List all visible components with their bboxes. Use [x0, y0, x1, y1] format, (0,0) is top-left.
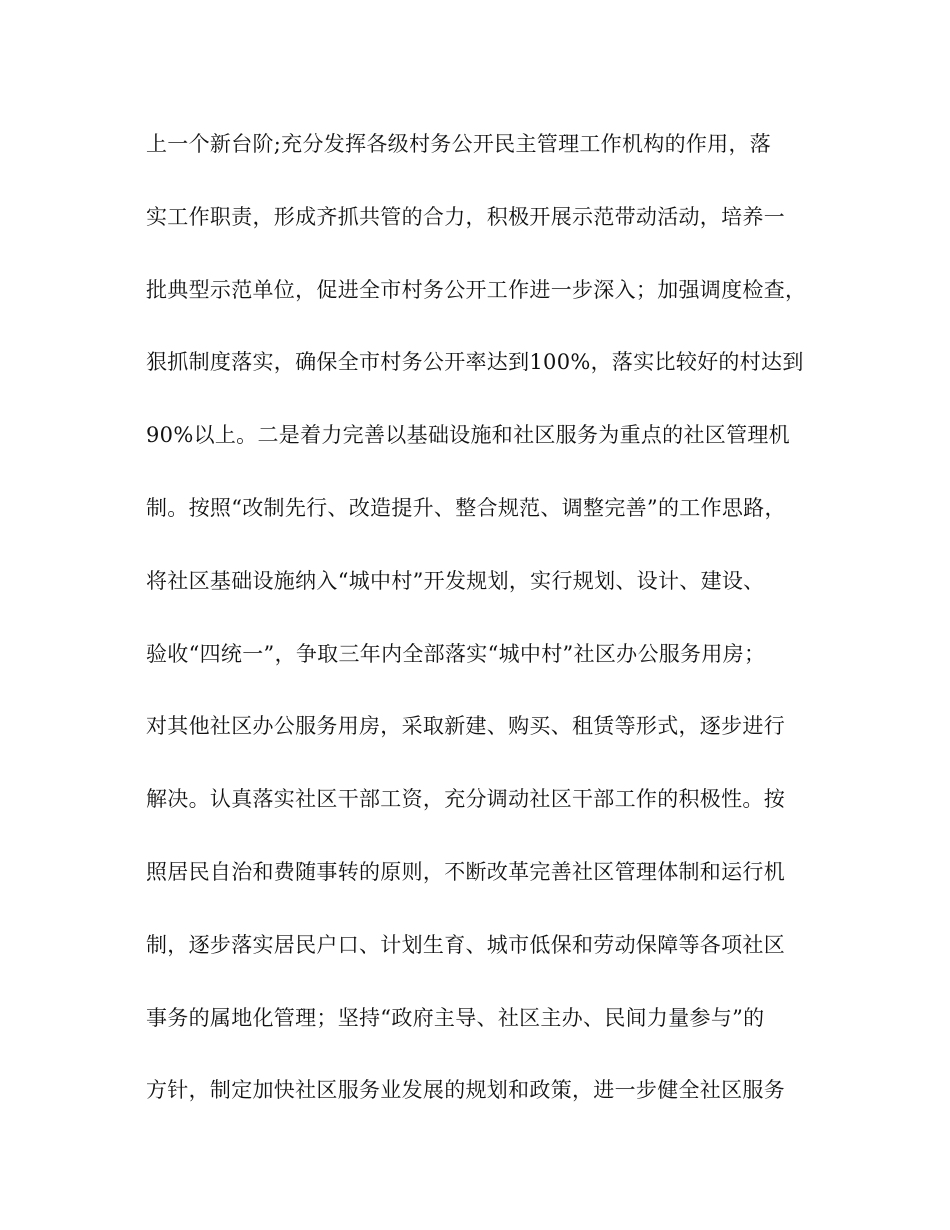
- text-line-1: 上一个新台阶;充分发挥各级村务公开民主管理工作机构的作用，落: [146, 132, 772, 156]
- text-line-2: 实工作职责，形成齐抓共管的合力，积极开展示范带动活动，培养一: [146, 204, 785, 229]
- body-text: [146, 124, 816, 1143]
- text-line-7: 将社区基础设施纳入“城中村”开发规划，实行规划、设计、建设、: [146, 568, 765, 593]
- text-line-14: 方针，制定加快社区服务业发展的规划和政策，进一步健全社区服务: [146, 1078, 785, 1103]
- text-line-5: 90%以上。二是着力完善以基础设施和社区服务为重点的社区管理机: [146, 423, 790, 448]
- text-line-4: 狠抓制度落实，确保全市村务公开率达到100%，落实比较好的村达到: [146, 350, 804, 375]
- text-line-8: 验收“四统一”，争取三年内全部落实“城中村”社区办公服务用房；: [146, 641, 766, 666]
- text-line-11: 照居民自治和费随事转的原则，不断改革完善社区管理体制和运行机: [146, 859, 785, 884]
- text-line-6: 制。按照“改制先行、改造提升、整合规范、调整完善”的工作思路，: [146, 495, 786, 520]
- text-line-10: 解决。认真落实社区干部工资，充分调动社区干部工作的积极性。按: [146, 787, 785, 812]
- text-line-13: 事务的属地化管理；坚持“政府主导、社区主办、民间力量参与”的: [146, 1005, 765, 1030]
- text-line-12: 制，逐步落实居民户口、计划生育、城市低保和劳动保障等各项社区: [146, 932, 785, 957]
- text-line-9: 对其他社区办公服务用房，采取新建、购买、租赁等形式，逐步进行: [146, 714, 785, 739]
- text-line-3: 批典型示范单位，促进全市村务公开工作进一步深入；加强调度检查，: [146, 277, 807, 302]
